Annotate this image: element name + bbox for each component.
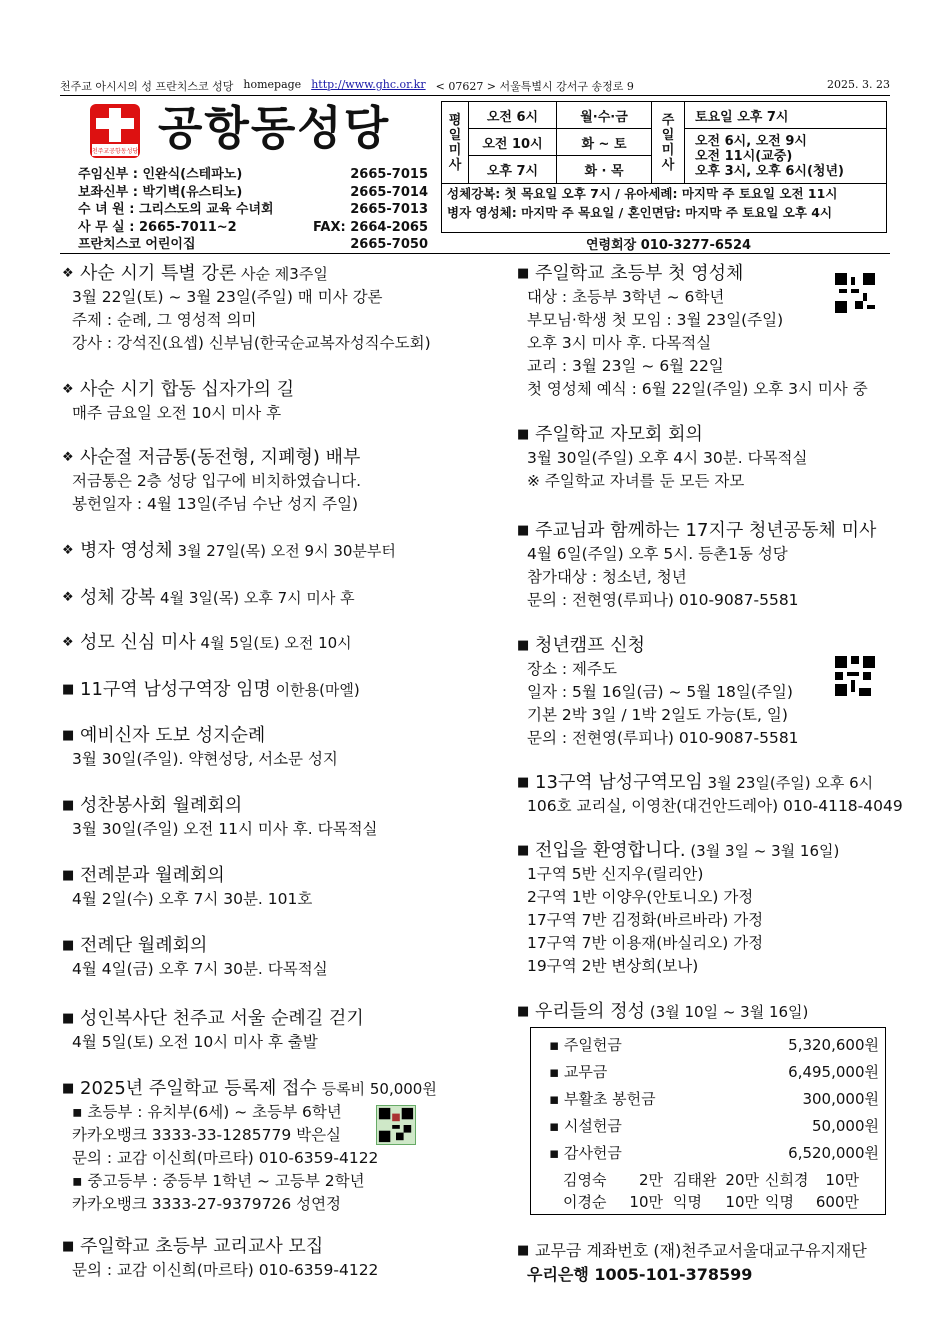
notice-section: [517, 423, 808, 493]
section-subheading: 4월 5일(토) 오전 10시: [195, 634, 352, 652]
donor-row: 김영숙 2만 김태완 20만 신희경 10만: [563, 1171, 859, 1189]
section-line: 기본 2박 3일 / 1박 2일도 가능(토, 일): [527, 706, 788, 724]
staff-role: 수 녀 원 : 그리스도의 교육 수녀회: [78, 202, 274, 217]
account-holder: (재)천주교서울대교구유지재단: [648, 1241, 867, 1260]
account-number: 우리은행 1005-101-378599: [527, 1265, 753, 1284]
account-title: 교무금 계좌번호: [535, 1241, 649, 1260]
staff-list: [78, 166, 428, 254]
section-title: [62, 864, 312, 888]
section-line: 문의 : 전현영(루피나) 010-9087-5581: [527, 591, 799, 609]
header-line: [60, 78, 890, 94]
notice-section: [62, 586, 355, 610]
section-line: 주제 : 순례, 그 영성적 의미: [72, 311, 257, 329]
section-heading: 청년캠프 신청: [535, 635, 646, 656]
staff-phone: FAX: 2664-2065: [313, 219, 428, 235]
donor-row: 이경순 10만 익명 10만 익명 600만: [563, 1193, 859, 1211]
section-line: 대상 : 초등부 3학년 ~ 6학년: [527, 288, 725, 306]
section-line: ▪ 중고등부 : 중등부 1학년 ~ 고등부 2학년: [72, 1172, 365, 1190]
notice-section: [62, 1077, 437, 1216]
square-bullet-icon: ■: [517, 843, 530, 858]
section-line: 1구역 5반 신지우(릴리안): [527, 865, 704, 883]
offering-row: ▪ 교무금 6,495,000원: [549, 1063, 879, 1081]
square-bullet-icon: ■: [62, 1239, 75, 1254]
section-line: 4월 2일(수) 오후 7시 30분. 101호: [72, 890, 313, 908]
section-title: [62, 1077, 437, 1101]
section-subheading: 이한용(마엘): [270, 681, 360, 699]
staff-role: 보좌신부 : 박기벽(유스티노): [78, 184, 243, 200]
square-bullet-icon: ■: [62, 868, 75, 883]
section-heading: 13구역 남성구역모임: [535, 772, 703, 793]
notice-section: [517, 262, 868, 401]
qr-code-icon[interactable]: [376, 1105, 416, 1145]
offering-row: ▪ 주일헌금 5,320,600원: [549, 1036, 879, 1054]
notice-section: [62, 794, 378, 841]
weekday-days: 월·수·금: [557, 102, 652, 129]
diamond-bullet-icon: ❖: [62, 450, 74, 465]
weekday-time: 오후 7시: [469, 156, 557, 184]
weekday-time: 오전 10시: [469, 129, 557, 156]
offering-row: ▪ 시설헌금 50,000원: [549, 1117, 879, 1135]
staff-phone: 2665-7014: [350, 184, 428, 200]
section-title: [517, 423, 808, 447]
parish-logo-icon: [90, 104, 140, 158]
square-bullet-icon: ■: [517, 523, 530, 538]
sunday-vigil-time: 토요일 오후 7시: [685, 102, 887, 129]
square-bullet-icon: ■: [517, 775, 530, 790]
section-subheading: (3월 3일 ~ 3월 16일): [685, 842, 840, 860]
section-title: [62, 934, 328, 958]
bulletin-date: 2025. 3. 23: [827, 78, 890, 91]
section-heading: 11구역 남성구역장 임명: [80, 679, 271, 700]
staff-row: [78, 201, 428, 219]
section-line: 매주 금요일 오전 10시 미사 후: [72, 404, 282, 422]
section-heading: 전례단 월례회의: [80, 935, 208, 956]
section-line: 17구역 7반 김정화(바르바라) 가정: [527, 911, 764, 929]
notice-section: [517, 1000, 808, 1024]
notice-section: [62, 724, 338, 771]
section-heading: 예비신자 도보 성지순례: [80, 725, 266, 746]
section-line: 참가대상 : 청소년, 청년: [527, 568, 687, 586]
section-title: [62, 378, 294, 402]
notice-section: [62, 934, 328, 981]
diamond-bullet-icon: ❖: [62, 543, 74, 558]
account-section: [517, 1239, 867, 1286]
section-subheading: 사순 제3주일: [236, 265, 328, 283]
section-line: 19구역 2반 변상희(보나): [527, 957, 699, 975]
notice-section: [62, 678, 360, 702]
section-heading: 사순절 저금통(동전형, 지폐형) 배부: [80, 447, 361, 468]
staff-row: [78, 184, 428, 202]
section-title: [517, 1000, 808, 1024]
notice-section: [62, 1007, 364, 1054]
section-title: [62, 724, 338, 748]
notice-section: [62, 631, 352, 655]
header-divider: [60, 95, 890, 96]
section-line: 2구역 1반 이양우(안토니오) 가정: [527, 888, 754, 906]
diamond-bullet-icon: ❖: [62, 382, 74, 397]
section-heading: 전입을 환영합니다.: [535, 840, 686, 861]
homepage-link[interactable]: http://www.ghc.or.kr: [311, 78, 426, 91]
section-title: [62, 446, 361, 470]
section-heading: 주교님과 함께하는 17지구 청년공동체 미사: [535, 520, 877, 541]
section-heading: 주일학교 초등부 교리교사 모집: [80, 1236, 324, 1257]
section-heading: 우리들의 정성: [535, 1001, 646, 1022]
parish-name: 공항동성당: [158, 101, 391, 155]
section-heading: 성인복사단 천주교 서울 순례길 걷기: [80, 1008, 364, 1029]
square-bullet-icon: ■: [62, 938, 75, 953]
weekday-time: 오전 6시: [469, 102, 557, 129]
notice-section: [62, 446, 361, 516]
section-line: 부모님·학생 첫 모임 : 3월 23일(주일): [527, 311, 784, 329]
section-line: 카카오뱅크 3333-33-1285779 박은실: [72, 1126, 342, 1144]
section-heading: 주일학교 자모회 회의: [535, 424, 703, 445]
weekday-days: 화 ~ 토: [557, 129, 652, 156]
logo-caption: 천주교공항동성당: [91, 148, 139, 155]
notice-section: [62, 539, 396, 563]
section-heading: 성찬봉사회 월례회의: [80, 795, 243, 816]
square-bullet-icon: ■: [517, 266, 530, 281]
qr-code-icon[interactable]: [835, 273, 875, 313]
mass-notes: 성체강복: 첫 목요일 오후 7시 / 유아세례: 마지막 주 토요일 오전 11시 병자 영성체: 마지막 주 목요일 / 혼인면담: 마지막 주 토요일 오후 4시: [447, 186, 838, 220]
square-bullet-icon: ■: [62, 1011, 75, 1026]
sunday-times: 오전 6시, 오전 9시 오전 11시(교중) 오후 3시, 오후 6시(청년): [685, 129, 887, 184]
section-title: [62, 539, 396, 563]
section-line: 첫 영성체 예식 : 6월 22일(주일) 오후 3시 미사 중: [527, 380, 868, 398]
section-heading: 사순 시기 특별 강론: [80, 263, 237, 284]
section-line: 4월 6일(주일) 오후 5시. 등촌1동 성당: [527, 545, 788, 563]
section-line: 3월 30일(주일) 오전 11시 미사 후. 다목적실: [72, 820, 378, 838]
section-heading: 주일학교 초등부 첫 영성체: [535, 263, 744, 284]
section-line: 봉헌일자 : 4월 13일(주님 수난 성지 주일): [72, 495, 359, 513]
section-title: [517, 262, 868, 286]
section-title: [517, 839, 839, 863]
main-divider: [60, 253, 890, 254]
notice-section: [62, 262, 431, 355]
section-heading: 사순 시기 합동 십자가의 길: [80, 379, 295, 400]
section-title: [62, 794, 378, 818]
section-heading: 병자 영성체: [80, 540, 173, 561]
address: < 07627 > 서울특별시 강서구 송정로 9: [435, 80, 634, 93]
section-title: [62, 678, 360, 702]
section-line: 문의 : 교감 이신희(마르타) 010-6359-4122: [72, 1261, 379, 1279]
section-line: 오후 3시 미사 후. 다목적실: [527, 334, 712, 352]
section-heading: 성모 신심 미사: [80, 632, 196, 653]
section-line: ※ 주일학교 자녀를 둔 모든 자모: [527, 472, 745, 490]
section-line: 장소 : 제주도: [527, 660, 617, 678]
qr-code-icon[interactable]: [835, 656, 875, 696]
notice-section: [517, 634, 799, 750]
staff-row: [78, 166, 428, 184]
staff-role: 사 무 실 : 2665-7011~2: [78, 219, 237, 235]
section-line: ▪ 초등부 : 유치부(6세) ~ 초등부 6학년: [72, 1103, 342, 1121]
section-line: 4월 5일(토) 오전 10시 미사 후 출발: [72, 1033, 318, 1051]
square-bullet-icon: ■: [62, 798, 75, 813]
section-title: [62, 1235, 378, 1259]
diamond-bullet-icon: ❖: [62, 590, 74, 605]
section-line: 일자 : 5월 16일(금) ~ 5월 18일(주일): [527, 683, 793, 701]
staff-row: [78, 236, 428, 254]
weekday-mass-label: 평 일 미 사: [442, 102, 469, 184]
notice-section: [517, 771, 903, 818]
diamond-bullet-icon: ❖: [62, 635, 74, 650]
section-line: 3월 22일(토) ~ 3월 23일(주일) 매 미사 강론: [72, 288, 383, 306]
section-line: 3월 30일(주일) 오후 4시 30분. 다목적실: [527, 449, 808, 467]
sunday-mass-label: 주 일 미 사: [652, 102, 685, 184]
staff-row: [78, 219, 428, 237]
section-title: [62, 262, 431, 286]
notice-section: [62, 864, 312, 911]
section-line: 강사 : 강석진(요셉) 신부님(한국순교복자성직수도회): [72, 334, 431, 352]
staff-phone: 2665-7015: [350, 167, 428, 182]
diamond-bullet-icon: ❖: [62, 266, 74, 281]
square-bullet-icon: ■: [517, 1243, 530, 1258]
section-subheading: 3월 27일(목) 오전 9시 30분부터: [172, 542, 396, 560]
section-title: [62, 586, 355, 610]
weekday-days: 화 · 목: [557, 156, 652, 184]
square-bullet-icon: ■: [517, 427, 530, 442]
offerings-table: [530, 1027, 886, 1215]
square-bullet-icon: ■: [517, 638, 530, 653]
section-heading: 2025년 주일학교 등록제 접수: [80, 1078, 317, 1099]
section-subheading: 4월 3일(목) 오후 7시 미사 후: [155, 589, 355, 607]
section-line: 문의 : 교감 이신희(마르타) 010-6359-4122: [72, 1149, 379, 1167]
section-title: [62, 631, 352, 655]
offering-row: ▪ 감사헌금 6,520,000원: [549, 1144, 879, 1162]
section-line: 3월 30일(주일). 약현성당, 서소문 성지: [72, 750, 338, 768]
section-line: 교리 : 3월 23일 ~ 6월 22일: [527, 357, 724, 375]
section-subheading: 3월 23일(주일) 오후 6시: [702, 774, 874, 792]
staff-role: 프란치스코 어린이집: [78, 237, 196, 252]
section-title: [517, 519, 876, 543]
offering-row: ▪ 부활초 봉헌금 300,000원: [549, 1090, 879, 1108]
square-bullet-icon: ■: [517, 1004, 530, 1019]
section-subheading: (3월 10일 ~ 3월 16일): [645, 1003, 809, 1021]
section-title: [62, 1007, 364, 1031]
mass-schedule-table: [441, 101, 887, 233]
section-title: [517, 634, 799, 658]
section-line: 문의 : 전현영(루피나) 010-9087-5581: [527, 729, 799, 747]
notice-section: [62, 378, 294, 425]
homepage-label: homepage: [243, 78, 302, 91]
organization: 천주교 아시시의 성 프란치스코 성당: [60, 80, 234, 93]
section-line: 17구역 7반 이용재(바실리오) 가정: [527, 934, 764, 952]
notice-section: [517, 519, 876, 612]
funeral-contact: 연령회장 010-3277-6524: [586, 238, 752, 253]
section-line: 저금통은 2층 성당 입구에 비치하였습니다.: [72, 472, 362, 490]
staff-phone: 2665-7013: [350, 202, 428, 217]
notice-section: [517, 839, 839, 978]
section-line: 4월 4일(금) 오후 7시 30분. 다목적실: [72, 960, 328, 978]
section-line: 106호 교리실, 이영찬(대건안드레아) 010-4118-4049: [527, 797, 903, 815]
section-line: 카카오뱅크 3333-27-9379726 성연정: [72, 1195, 342, 1213]
staff-role: 주임신부 : 인완식(스테파노): [78, 167, 243, 182]
square-bullet-icon: ■: [62, 1081, 75, 1096]
section-heading: 성체 강복: [80, 587, 156, 608]
square-bullet-icon: ■: [62, 682, 75, 697]
square-bullet-icon: ■: [62, 728, 75, 743]
section-title: [517, 771, 903, 795]
section-subheading: 등록비 50,000원: [316, 1080, 437, 1098]
staff-phone: 2665-7050: [350, 237, 428, 252]
section-heading: 전례분과 월례회의: [80, 865, 225, 886]
notice-section: [62, 1235, 378, 1282]
